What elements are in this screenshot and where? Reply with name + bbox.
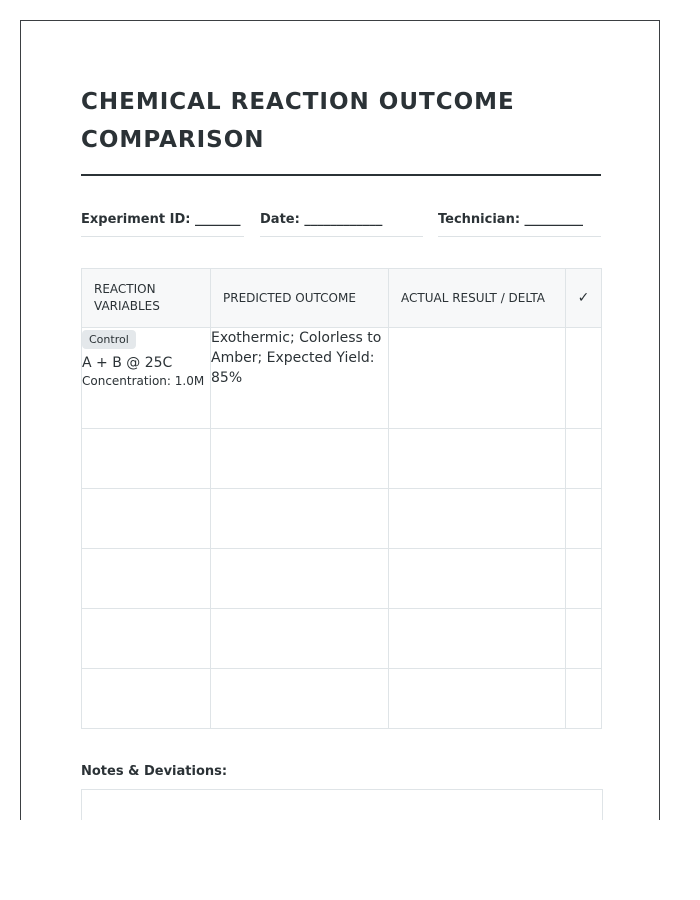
table-row bbox=[82, 609, 602, 669]
comparison-table bbox=[81, 268, 602, 729]
check-cell[interactable] bbox=[566, 489, 602, 549]
actual-result-cell[interactable] bbox=[389, 609, 566, 669]
title-divider bbox=[81, 174, 601, 176]
technician-field[interactable]: Technician: _________ bbox=[438, 209, 601, 237]
document-title: CHEMICAL REACTION OUTCOME COMPARISON bbox=[81, 89, 515, 153]
check-cell[interactable] bbox=[566, 429, 602, 489]
predicted-outcome-cell[interactable] bbox=[211, 429, 389, 489]
predicted-outcome-cell[interactable] bbox=[211, 489, 389, 549]
control-badge: Control bbox=[82, 330, 136, 349]
variables-cell[interactable] bbox=[82, 549, 211, 609]
header-predicted-outcome: PREDICTED OUTCOME bbox=[211, 269, 389, 328]
predicted-outcome-cell[interactable]: Exothermic; Colorless to Amber; Expected Yield: 85% bbox=[211, 328, 389, 429]
header-checkmark: ✓ bbox=[566, 269, 602, 328]
variables-cell[interactable] bbox=[82, 669, 211, 729]
header-reaction-variables: REACTION VARIABLES bbox=[82, 269, 211, 328]
variables-cell[interactable] bbox=[82, 328, 211, 429]
predicted-outcome-cell[interactable] bbox=[211, 609, 389, 669]
check-cell[interactable] bbox=[566, 328, 602, 429]
actual-result-cell[interactable] bbox=[389, 549, 566, 609]
actual-result-cell[interactable] bbox=[389, 429, 566, 489]
table-row bbox=[82, 429, 602, 489]
header-actual-result: ACTUAL RESULT / DELTA bbox=[389, 269, 566, 328]
check-cell[interactable] bbox=[566, 609, 602, 669]
variables-cell[interactable] bbox=[82, 429, 211, 489]
variables-cell[interactable] bbox=[82, 609, 211, 669]
table-row bbox=[82, 549, 602, 609]
notes-textarea[interactable] bbox=[81, 789, 603, 820]
metadata-row bbox=[81, 209, 601, 237]
check-cell[interactable] bbox=[566, 669, 602, 729]
table-row bbox=[82, 489, 602, 549]
predicted-outcome-cell[interactable] bbox=[211, 669, 389, 729]
check-cell[interactable] bbox=[566, 549, 602, 609]
table-row bbox=[82, 669, 602, 729]
table-header-row bbox=[82, 269, 602, 328]
notes-label: Notes & Deviations: bbox=[81, 764, 228, 779]
table-row bbox=[82, 328, 602, 429]
worksheet-page bbox=[20, 20, 660, 820]
reaction-formula: A + B @ 25C bbox=[82, 355, 173, 371]
actual-result-cell[interactable] bbox=[389, 328, 566, 429]
actual-result-cell[interactable] bbox=[389, 669, 566, 729]
predicted-outcome-cell[interactable] bbox=[211, 549, 389, 609]
actual-result-cell[interactable] bbox=[389, 489, 566, 549]
concentration-text: Concentration: 1.0M bbox=[82, 374, 205, 388]
experiment-id-field[interactable]: Experiment ID: _______ bbox=[81, 209, 244, 237]
date-field[interactable]: Date: ____________ bbox=[260, 209, 423, 237]
variables-cell[interactable] bbox=[82, 489, 211, 549]
